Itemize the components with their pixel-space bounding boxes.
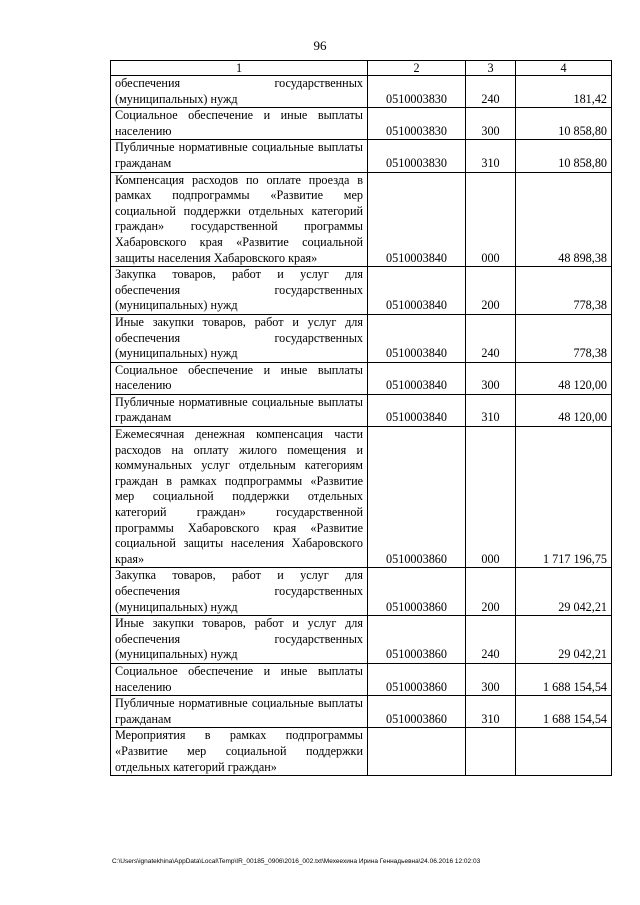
item-name: Мероприятия в рамках подпрограммы «Развитие мер социальной поддержки отдельных категорий граждан» bbox=[111, 728, 368, 776]
table-row bbox=[111, 427, 612, 568]
expense-type: 200 bbox=[466, 267, 516, 315]
amount: 48 120,00 bbox=[516, 394, 612, 426]
header-cell: 3 bbox=[466, 61, 516, 76]
expense-type: 310 bbox=[466, 394, 516, 426]
item-name: Компенсация расходов по оплате проезда в рамках подпрограммы «Развитие мер социальной поддержки отдельных категорий граждан» государственной программы Хабаровского края «Развитие социальной защиты населения Хабаровского края» bbox=[111, 172, 368, 267]
target-code bbox=[368, 728, 466, 776]
target-code: 0510003860 bbox=[368, 568, 466, 616]
table-row bbox=[111, 728, 612, 776]
target-code: 0510003840 bbox=[368, 362, 466, 394]
table-row bbox=[111, 108, 612, 140]
budget-table bbox=[110, 60, 612, 776]
file-path-footer: C:\Users\ignatekhina\AppData\Local\Temp\IR_00185_0906\2016_002.txt\Мехеехина Ирина Геннадьевна\24.06.2016 12:02:03 bbox=[112, 858, 481, 865]
amount: 1 688 154,54 bbox=[516, 663, 612, 695]
amount: 778,38 bbox=[516, 314, 612, 362]
expense-type: 000 bbox=[466, 172, 516, 267]
table-row bbox=[111, 140, 612, 172]
amount: 29 042,21 bbox=[516, 568, 612, 616]
amount: 10 858,80 bbox=[516, 140, 612, 172]
target-code: 0510003840 bbox=[368, 267, 466, 315]
expense-type: 240 bbox=[466, 76, 516, 108]
amount: 778,38 bbox=[516, 267, 612, 315]
item-name: Закупка товаров, работ и услуг для обеспечения государственных (муниципальных) нужд bbox=[111, 568, 368, 616]
expense-type: 200 bbox=[466, 568, 516, 616]
table-row bbox=[111, 616, 612, 664]
table-row bbox=[111, 267, 612, 315]
item-name: Социальное обеспечение и иные выплаты населению bbox=[111, 663, 368, 695]
amount: 10 858,80 bbox=[516, 108, 612, 140]
amount: 29 042,21 bbox=[516, 616, 612, 664]
page-number: 96 bbox=[313, 38, 327, 53]
amount: 48 898,38 bbox=[516, 172, 612, 267]
table-row bbox=[111, 76, 612, 108]
table-header-row bbox=[111, 61, 612, 76]
table-row bbox=[111, 362, 612, 394]
target-code: 0510003860 bbox=[368, 427, 466, 568]
table-row bbox=[111, 394, 612, 426]
amount: 181,42 bbox=[516, 76, 612, 108]
target-code: 0510003830 bbox=[368, 108, 466, 140]
amount: 48 120,00 bbox=[516, 362, 612, 394]
item-name: Публичные нормативные социальные выплаты гражданам bbox=[111, 394, 368, 426]
item-name: Закупка товаров, работ и услуг для обеспечения государственных (муниципальных) нужд bbox=[111, 267, 368, 315]
expense-type: 240 bbox=[466, 616, 516, 664]
target-code: 0510003840 bbox=[368, 314, 466, 362]
item-name: Публичные нормативные социальные выплаты гражданам bbox=[111, 140, 368, 172]
expense-type: 300 bbox=[466, 362, 516, 394]
item-name: Ежемесячная денежная компенсация части расходов на оплату жилого помещения и коммунальных услуг отдельным категориям граждан в рамках подпрограммы «Развитие мер социальной поддержки отдельных категорий граждан» государственной программы Хабаровского края «Развитие социальной защиты населения Хабаровского края» bbox=[111, 427, 368, 568]
item-name: Иные закупки товаров, работ и услуг для обеспечения государственных (муниципальных) нужд bbox=[111, 616, 368, 664]
item-name: Иные закупки товаров, работ и услуг для обеспечения государственных (муниципальных) нужд bbox=[111, 314, 368, 362]
target-code: 0510003830 bbox=[368, 76, 466, 108]
table-row bbox=[111, 696, 612, 728]
item-name: Социальное обеспечение и иные выплаты населению bbox=[111, 108, 368, 140]
header-cell: 1 bbox=[111, 61, 368, 76]
amount: 1 717 196,75 bbox=[516, 427, 612, 568]
target-code: 0510003840 bbox=[368, 172, 466, 267]
expense-type bbox=[466, 728, 516, 776]
table-row bbox=[111, 568, 612, 616]
table-row bbox=[111, 663, 612, 695]
item-name: обеспечения государственных (муниципальных) нужд bbox=[111, 76, 368, 108]
expense-type: 310 bbox=[466, 696, 516, 728]
expense-type: 240 bbox=[466, 314, 516, 362]
header-cell: 2 bbox=[368, 61, 466, 76]
expense-type: 310 bbox=[466, 140, 516, 172]
table-row bbox=[111, 314, 612, 362]
amount: 1 688 154,54 bbox=[516, 696, 612, 728]
target-code: 0510003860 bbox=[368, 663, 466, 695]
target-code: 0510003840 bbox=[368, 394, 466, 426]
expense-type: 300 bbox=[466, 108, 516, 140]
target-code: 0510003830 bbox=[368, 140, 466, 172]
header-cell: 4 bbox=[516, 61, 612, 76]
expense-type: 300 bbox=[466, 663, 516, 695]
target-code: 0510003860 bbox=[368, 616, 466, 664]
table-row bbox=[111, 172, 612, 267]
item-name: Публичные нормативные социальные выплаты гражданам bbox=[111, 696, 368, 728]
amount bbox=[516, 728, 612, 776]
expense-type: 000 bbox=[466, 427, 516, 568]
target-code: 0510003860 bbox=[368, 696, 466, 728]
item-name: Социальное обеспечение и иные выплаты населению bbox=[111, 362, 368, 394]
